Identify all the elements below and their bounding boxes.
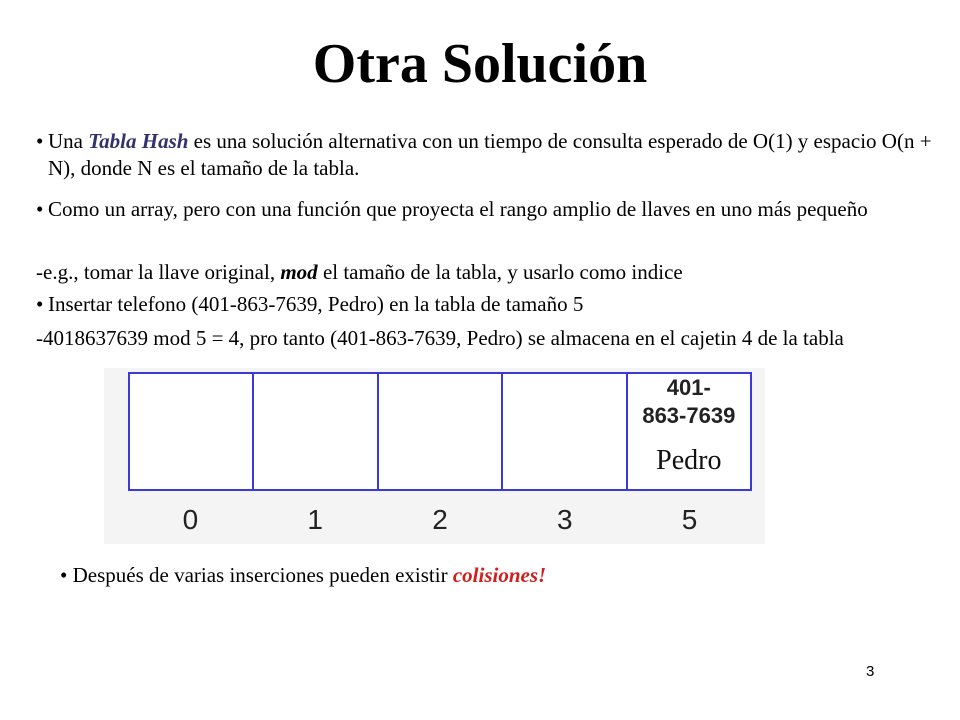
hash-slot	[130, 374, 254, 489]
hash-slot	[379, 374, 503, 489]
example-mod-line	[36, 259, 946, 286]
bullet-text: Como un array, pero con una función que proyecta el rango amplio de llaves en uno más pequeño	[48, 197, 868, 221]
slide-title: Otra Solución	[312, 33, 648, 95]
example-mod-post: el tamaño de la tabla, y usarlo como indice	[317, 260, 683, 284]
bullet-dot: •	[36, 292, 44, 316]
example-slot-line: -4018637639 mod 5 = 4, pro tanto (401-863-7639, Pedro) se almacena en el cajetin 4 de la tabla	[36, 326, 844, 350]
tabla-hash-term: Tabla Hash	[88, 129, 189, 153]
example-mod-pre: -e.g., tomar la llave original,	[36, 260, 281, 284]
bullet-item-hash-table	[36, 128, 946, 182]
bullet-dot: •	[36, 129, 44, 153]
slot-index-label: 5	[681, 504, 698, 535]
hash-table-figure	[104, 368, 765, 544]
bullet-text	[48, 128, 946, 182]
bullet-item-array	[36, 196, 946, 223]
slot-value: Pedro	[656, 445, 722, 476]
slot-index-label: 3	[557, 504, 573, 535]
index-row	[128, 500, 752, 540]
bullet-text: Insertar telefono (401-863-7639, Pedro) en la tabla de tamaño 5	[48, 292, 584, 316]
mod-term: mod	[280, 260, 318, 284]
footer-note-pre: • Después de varias inserciones pueden existir	[60, 563, 453, 587]
slot-index-label: 1	[307, 504, 323, 535]
bullet-text-pre: Una	[48, 129, 89, 153]
slot-index-label: 2	[432, 504, 448, 535]
hash-slot	[254, 374, 378, 489]
hash-slot-occupied	[628, 374, 750, 489]
hash-slot	[503, 374, 627, 489]
hash-table	[128, 372, 752, 491]
slot-key: 401- 863-7639	[642, 375, 736, 428]
page-number: 3	[866, 663, 875, 680]
bullet-item-insert	[36, 291, 946, 318]
bullet-text-post: es una solución alternativa con un tiempo de consulta esperado de O(1) y espacio O(n + N), donde N es el tamaño de la tabla.	[48, 129, 932, 180]
slot-index-label: 0	[182, 504, 199, 535]
footer-note	[60, 562, 546, 589]
colisiones-term: colisiones!	[452, 563, 547, 587]
bullet-dot: •	[36, 197, 44, 221]
